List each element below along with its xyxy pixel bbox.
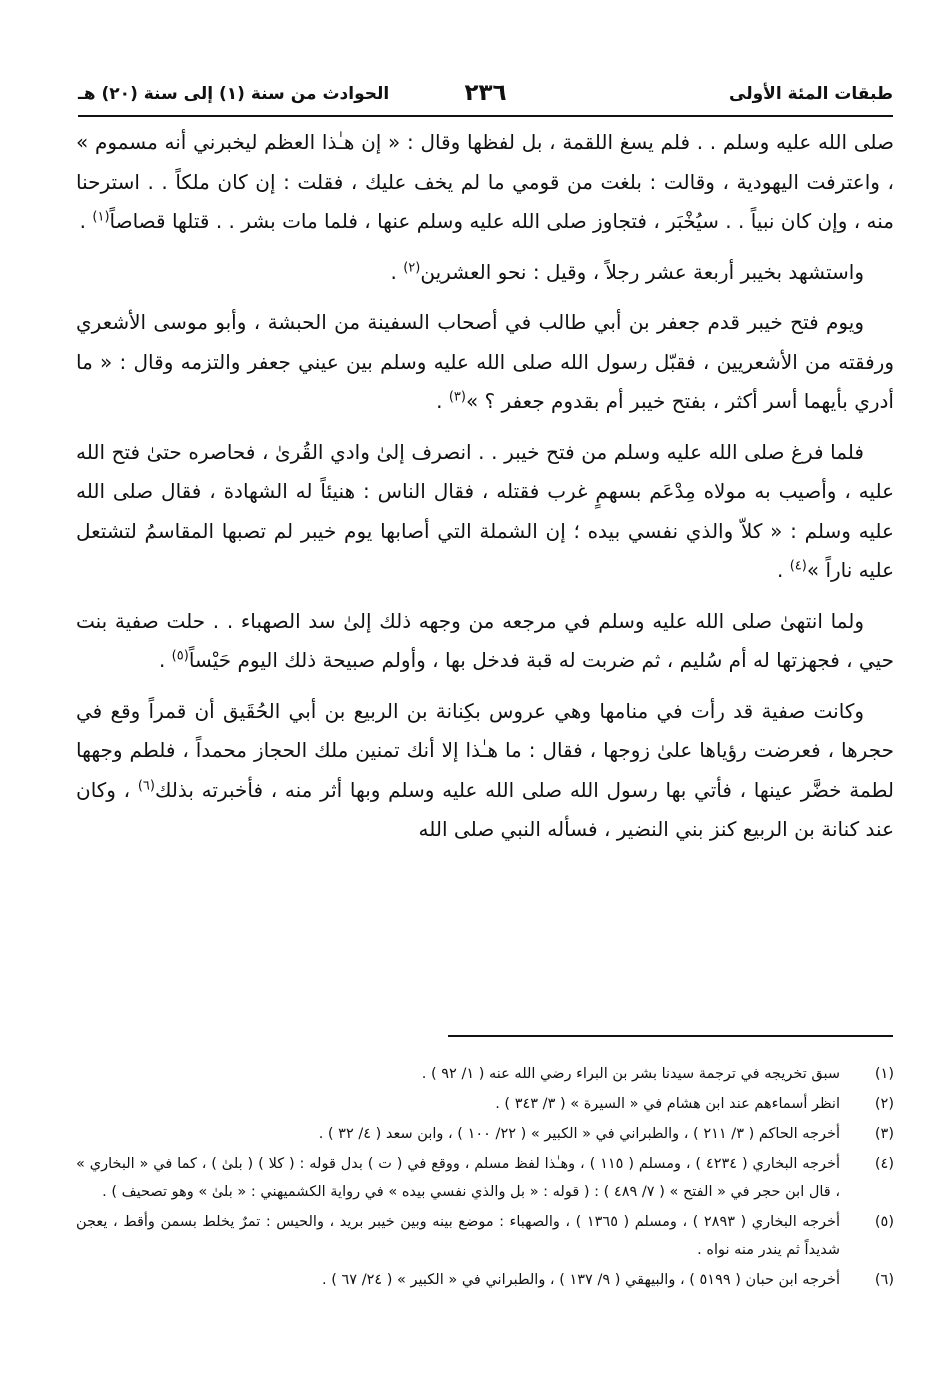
main-text xyxy=(76,123,894,861)
paragraph xyxy=(76,602,894,681)
page-number: ٢٣٦ xyxy=(464,80,507,106)
footnote-number: (٣) xyxy=(874,1126,894,1142)
paragraph-text: وكانت صفية قد رأت في منامها وهي عروس بكِنانة بن الربيع بن أبي الحُقَيق أن قمراً وقع في حجرها ، فعرضت رؤياها علىٰ زوجها ، فقال : ما هـٰذا إلا أنك تمنين ملك الحجاز محمداً ، فلطم وجهها لطمة خضَّر عينها ، فأتي بها رسول الله صلى الله عليه وسلم وبها أثر منه ، فأخبرته بذلك xyxy=(76,698,895,802)
footnote-text: أخرجه البخاري ( ٢٨٩٣ ) ، ومسلم ( ١٣٦٥ ) ، والصهباء : موضع بينه وبين خيبر بريد ، والحيس : تمرٌ يخلط بسمن وأقط ، يعجن شديداً ثم يندر منه نواه . xyxy=(76,1214,840,1258)
footnote-reference: (١) xyxy=(92,209,110,225)
paragraph-text: واستشهد بخيبر أربعة عشر رجلاً ، وقيل : نحو العشرين xyxy=(420,259,864,284)
paragraph-text: ولما انتهىٰ صلى الله عليه وسلم في مرجعه من وجهه ذلك إلىٰ سد الصهباء . . حلت صفية بنت حيي ، فجهزتها له أم سُليم ، ثم ضربت له قبة فدخل بها ، وأولم صبيحة ذلك اليوم حَيْساً xyxy=(76,608,894,672)
paragraph-tail: . xyxy=(79,209,93,233)
paragraph-text: ويوم فتح خيبر قدم جعفر بن أبي طالب في أصحاب السفينة من الحبشة ، وأبو موسى الأشعري ورفقته من الأشعريين ، فقبّل رسول الله صلى الله عليه وسلم بين عيني جعفر والتزمه وقال : « ما أدري بأيهما أسر أكثر ، بفتح خيبر أم بقدوم جعفر ؟ » xyxy=(76,310,894,413)
paragraph-text: فلما فرغ صلى الله عليه وسلم من فتح خيبر . . انصرف إلىٰ وادي القُرىٰ ، فحاصره حتىٰ فتح الله عليه ، وأصيب به مولاه مِدْعَم بسهمٍ غرب فقتله ، فقال الناس : هنيئاً له الشهادة ، فقال صلى الله عليه وسلم : « كلاّ والذي نفسي بيده ؛ إن الشملة التي أصابها يوم خيبر لم تصبها المقاسمُ لتشتعل عليه ناراً » xyxy=(76,439,894,582)
footnote-number: (٤) xyxy=(874,1156,894,1172)
footnote-number: (١) xyxy=(874,1066,894,1082)
section-title: الحوادث من سنة (١) إلى سنة (٢٠) هـ xyxy=(78,84,390,104)
footnote xyxy=(76,1266,894,1294)
footnotes xyxy=(76,1060,894,1296)
footnote xyxy=(76,1060,894,1088)
footnote-text: أخرجه الحاكم ( ٣/ ٢١١ ) ، والطبراني في « الكبير » ( ٢٢/ ١٠٠ ) ، وابن سعد ( ٤/ ٣٢ ) . xyxy=(318,1126,840,1142)
paragraph xyxy=(76,253,894,293)
footnote-text: انظر أسماءهم عند ابن هشام في « السيرة » ( ٣/ ٣٤٣ ) . xyxy=(495,1096,840,1112)
footnote-reference: (٥) xyxy=(171,648,189,664)
footnote-reference: (٢) xyxy=(403,259,421,275)
footnote xyxy=(76,1120,894,1148)
paragraph xyxy=(76,123,894,242)
footnote-reference: (٤) xyxy=(789,558,807,574)
footnote-reference: (٦) xyxy=(137,777,155,793)
footnote-text: سبق تخريجه في ترجمة سيدنا بشر بن البراء رضي الله عنه ( ١/ ٩٢ ) . xyxy=(421,1066,840,1082)
paragraph xyxy=(76,433,894,591)
paragraph-tail: . xyxy=(777,558,790,582)
footnote xyxy=(76,1208,894,1264)
paragraph-tail: . xyxy=(390,259,404,284)
footnote-number: (٦) xyxy=(874,1272,894,1288)
footnote-divider xyxy=(448,1035,893,1037)
paragraph xyxy=(76,692,894,850)
footnote-text: أخرجه البخاري ( ٤٢٣٤ ) ، ومسلم ( ١١٥ ) ، وهـٰذا لفظ مسلم ، ووقع في ( ت ) بدل قوله : ( كلا ) ( بلىٰ ) ، كما في « البخاري » ، قال ابن حجر في « الفتح » ( ٧/ ٤٨٩ ) : ( قوله : « بل والذي نفسي بيده » في رواية الكشميهني : « بلىٰ » وهو تصحيف ) . xyxy=(76,1156,840,1200)
footnote-text: أخرجه ابن حبان ( ٥١٩٩ ) ، والبيهقي ( ٩/ ١٣٧ ) ، والطبراني في « الكبير » ( ٢٤/ ٦٧ ) . xyxy=(322,1272,840,1288)
footnote-number: (٥) xyxy=(874,1214,894,1230)
book-title: طبقات المئة الأولى xyxy=(729,84,893,104)
running-header xyxy=(78,80,893,114)
footnote xyxy=(76,1150,894,1206)
footnote-reference: (٣) xyxy=(448,389,466,405)
header-divider xyxy=(78,115,893,117)
paragraph-tail: . xyxy=(158,648,172,672)
footnote-number: (٢) xyxy=(874,1096,894,1112)
paragraph xyxy=(76,303,894,422)
paragraph-text: صلى الله عليه وسلم . . فلم يسغ اللقمة ، بل لفظها وقال : « إن هـٰذا العظم ليخبرني أنه مسموم » ، واعترفت اليهودية ، وقالت : بلغت من قومي ما لم يخف عليك ، فقلت : إن كان ملكاً . . استرحنا منه ، وإن كان نبياً . . سيُخْبَر ، فتجاوز صلى الله عليه وسلم عنها ، فلما مات بشر . . قتلها قصاصاً xyxy=(76,130,894,233)
paragraph-tail: ، وكان عند كنانة بن الربيع كنز بني النضير ، فسأله النبي صلى الله xyxy=(76,777,894,841)
paragraph-tail: . xyxy=(436,389,449,413)
footnote xyxy=(76,1090,894,1118)
